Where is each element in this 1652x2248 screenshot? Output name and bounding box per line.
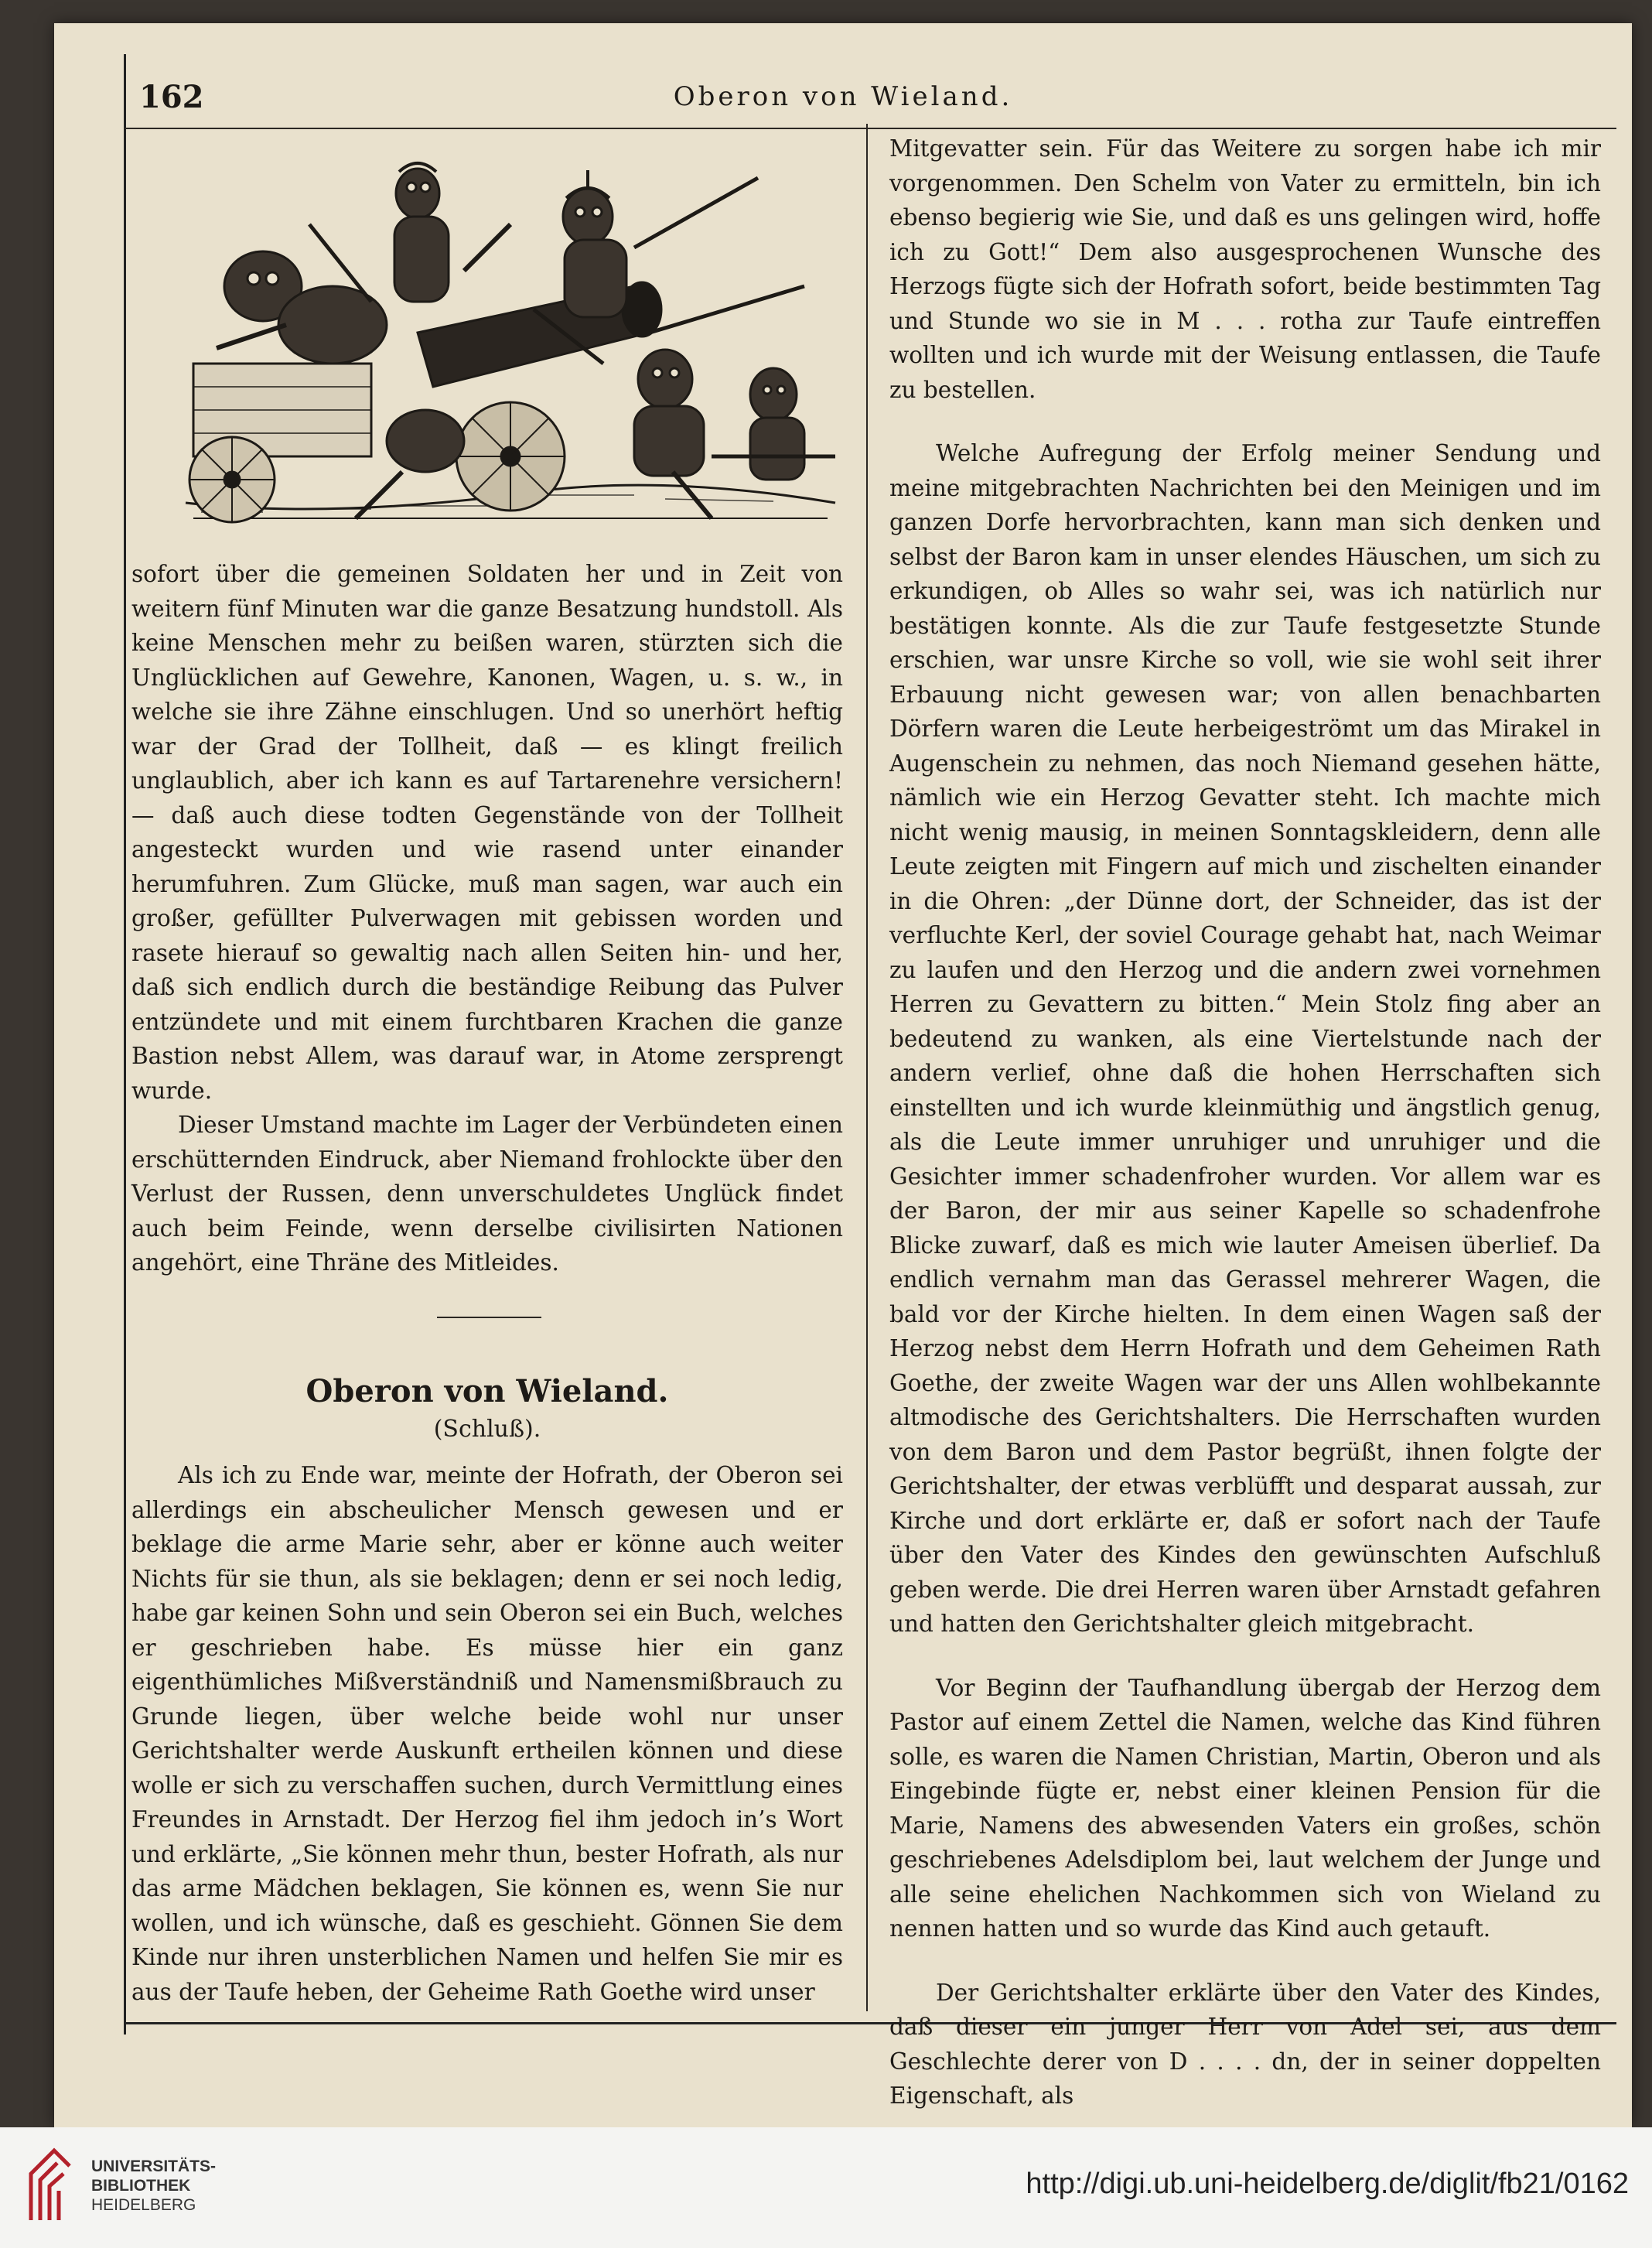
paragraph: Als ich zu Ende war, meinte der Hofrath, der Oberon sei allerdings ein abscheulicher Mensch gewesen und er beklage die arme Marie sehr, aber er könne auch weiter Nichts für sie thun, als sie beklagen; denn er sei noch ledig, habe gar keinen Sohn und sein Oberon sei ein Buch, welches er geschrieben habe. Es müsse hier ein ganz eigenthümliches Mißverständniß und Namensmißbrauch zu Grunde liegen, über welche beide wohl nur unser Gerichtshalter werde Auskunft ertheilen können und diese wolle er sich zu verschaffen suchen, durch Vermittlung eines Freundes in Arnstadt. Der Herzog fiel ihm jedoch in’s Wort und erklärte, „Sie können mehr thun, bester Hofrath, als nur das arme Mädchen beklagen, Sie können es, wenn Sie nur wollen, und ich wünsche, daß es geschieht. Gönnen Sie dem Kinde nur ihren unsterblichen Namen und helfen Sie mir es aus der Taufe heben, der Geheime Rath Goethe wird unser bbox=[131, 1462, 843, 2005]
paragraph: Dieser Umstand machte im Lager der Verbündeten einen erschütternden Eindruck, aber Niemand frohlockte über den Verlust der Russen, denn unverschuldetes Unglück findet auch beim Feinde, wenn derselbe civilisirten Nationen angehört, eine Thräne des Mitleides. bbox=[131, 1112, 843, 1276]
permalink-url[interactable]: http://digi.ub.uni-heidelberg.de/diglit/fb21/0162 bbox=[1026, 2168, 1629, 2200]
university-library-name bbox=[91, 2157, 216, 2215]
paragraph: Welche Aufregung der Erfolg meiner Sendung und meine mitgebrachten Nachrichten bei den Meinigen und im ganzen Dorfe hervorbrachten, kann man sich denken und selbst der Baron kam in unser elendes Häuschen, um sich zu erkundigen, ob Alles so wahr sei, was ich natürlich nur bestätigen konnte. Als die zur Taufe festgesetzte Stunde erschien, war unsre Kirche so voll, wie sie wohl seit ihrer Erbauung nicht gewesen war; von allen benachbarten Dörfern waren die Leute herbeigeströmt um das Mirakel in Augenschein zu nehmen, das noch Niemand gesehen hätte, nämlich wie ein Herzog Gevatter steht. Ich machte mich nicht wenig mausig, in meinen Sonntagskleidern, denn alle Leute zeigten mit Fingern auf mich und zischelten einander in die Ohren: „der Dünne dort, der Schneider, das ist der verfluchte Kerl, der soviel Courage gehabt hat, nach Weimar zu laufen und den Herzog und die andern zwei vornehmen Herren zu Gevattern zu bitten.“ Mein Stolz fing aber an bedeutend zu wanken, als eine Viertelstunde nach der andern verlief, ohne daß die hohen Herrschaften sich einstellten und ich wurde kleinmüthig und ängstlich genug, als die Leute immer unruhiger und unruhiger und die Gesichter immer schadenfroher wurden. Vor allem war es der Baron, der mir aus seiner Kapelle so schadenfrohe Blicke zuwarf, daß es mich wie lauter Ameisen überlief. Da endlich vernahm man das Gerassel mehrerer Wagen, die bald vor der Kirche hielten. In dem einen Wagen saß der Herzog nebst dem Herrn Hofrath und dem Geheimen Rath Goethe, der zweite Wagen war der uns Allen wohlbekannte altmodische des Gerichtshalters. Die Herrschaften wurden von dem Baron und dem Pastor begrüßt, ihnen folgte der Gerichtshalter, der etwas verblüfft und desparat aussah, zur Kirche und dort erklärte er, daß er sofort nach der Taufe über den Vater des Kindes den gewünschten Aufschluß geben werde. Die drei Herren waren über Arnstadt gefahren und hatten den Gerichtshalter gleich mitgebracht. bbox=[889, 440, 1601, 1637]
article-subtitle: (Schluß). bbox=[433, 1416, 541, 1443]
header-rule bbox=[124, 128, 1616, 129]
page-number: 162 bbox=[139, 79, 204, 115]
paragraph: Der Gerichtshalter erklärte über den Vater des Kindes, daß dieser ein junger Herr von Adel sei, aus dem Geschlechte derer von D . . . . dn, der in seiner doppelten Eigenschaft, als bbox=[889, 1979, 1601, 2109]
frame-left-rule bbox=[124, 54, 126, 2034]
viewer-footer bbox=[0, 2127, 1652, 2248]
paragraph: sofort über die gemeinen Soldaten her und in Zeit von weitern fünf Minuten war die ganze Besatzung hundstoll. Als keine Menschen mehr zu beißen waren, stürzten sich die Unglücklichen auf Gewehre, Kanonen, Wagen, u. s. w., in welche sie ihre Zähne einschlugen. Und so unerhört heftig war der Grad der Tollheit, daß — es klingt freilich unglaublich, aber ich kann es auf Tartarenehre versichern! — daß auch diese todten Gegenstände von der Tollheit angesteckt wurden und wie rasend unter einander herumfuhren. Zum Glücke, muß man sagen, war auch ein großer, gefüllter Pulverwagen mit gebissen worden und rasete hierauf so gewaltig nach allen Seiten hin- und her, daß sich endlich durch die beständige Reibung das Pulver entzündete und mit einem furchtbaren Krachen die ganze Bastion nebst Allem, was darauf war, in Atome zersprengt wurde. bbox=[131, 561, 843, 1104]
library-name-line: HEIDELBERG bbox=[91, 2196, 196, 2214]
column-divider bbox=[866, 124, 868, 2011]
soldiers-cannon-illustration bbox=[170, 132, 851, 542]
article-left-column bbox=[131, 1458, 843, 2009]
university-library-logo-icon[interactable] bbox=[23, 2143, 77, 2228]
left-column-text bbox=[131, 557, 843, 1280]
library-name-line: BIBLIOTHEK bbox=[91, 2177, 191, 2195]
running-head: Oberon von Wieland. bbox=[673, 81, 1013, 112]
paragraph: Mitgevatter sein. Für das Weitere zu sorgen habe ich mir vorgenommen. Den Schelm von Vater zu ermitteln, bin ich ebenso begierig wie Sie, und daß es uns gelingen wird, hoffe ich zu Gott!“ Dem also ausgesprochenen Wunsche des Herzogs fügte sich der Hofrath sofort, beide bestimmten Tag und Stunde wo sie in M . . . rotha zur Taufe eintreffen wollten und ich wurde mit der Weisung entlassen, die Taufe zu bestellen. bbox=[889, 135, 1601, 403]
section-separator bbox=[437, 1317, 541, 1318]
library-name-line: UNIVERSITÄTS- bbox=[91, 2157, 217, 2175]
paragraph: Vor Beginn der Taufhandlung übergab der Herzog dem Pastor auf einem Zettel die Namen, welche das Kind führen solle, es waren die Namen Christian, Martin, Oberon und als Eingebinde fügte er, nebst einer kleinen Pension für die Marie, Namens des abwesenden Vaters ein großes, schön geschriebenes Adelsdiplom bei, laut welchem der Junge und alle seine ehelichen Nachkommen sich von Wieland zu nennen hatten und so wurde das Kind auch getauft. bbox=[889, 1674, 1601, 1942]
scanned-page bbox=[54, 23, 1632, 2127]
article-title: Oberon von Wieland. bbox=[305, 1373, 669, 1409]
article-right-column bbox=[889, 132, 1601, 2113]
